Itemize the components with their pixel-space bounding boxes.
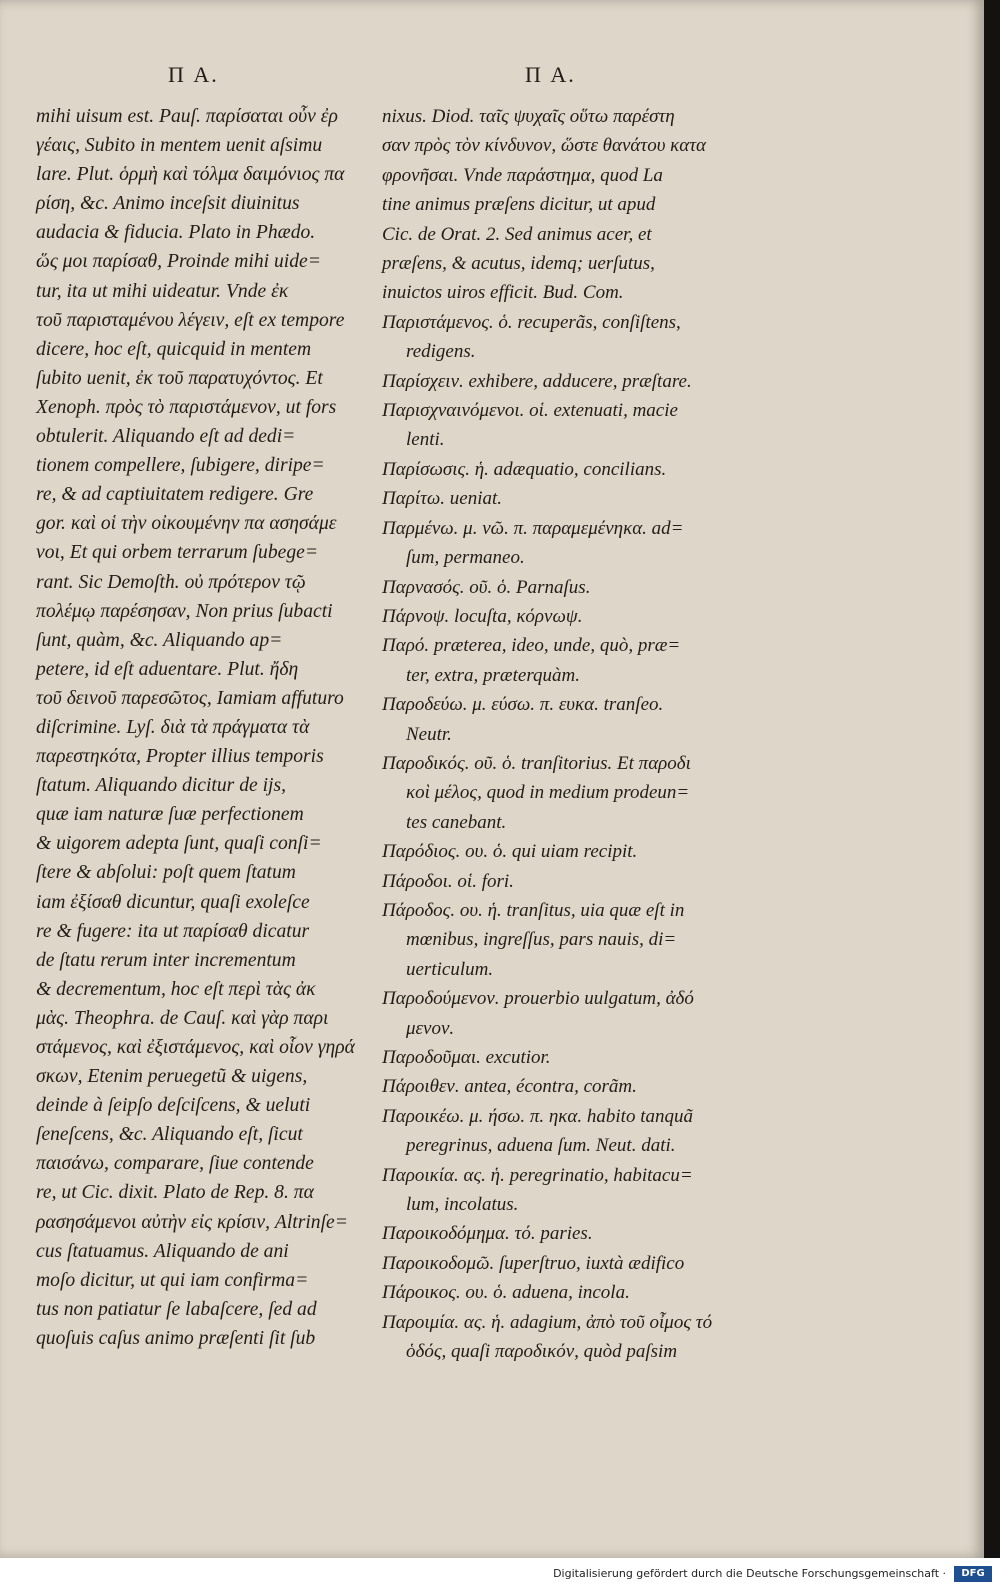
- running-head-left: Π A.: [168, 62, 219, 87]
- entry-line: σαν πρὸς τὸν κίνδυνον, ὥστε θανάτου κατα: [382, 135, 707, 157]
- text-line: tur, ita ut mihi uideatur. Vnde ἐκ: [36, 280, 289, 302]
- text-line: ſunt, quàm, &c. Aliquando ap=: [36, 629, 283, 651]
- entry-line: uerticulum.: [406, 958, 494, 980]
- text-line: ὥς μοι παρίσαθ, Proinde mihi uide=: [36, 251, 321, 273]
- entry-line: φρονῆσαι. Vnde παράστημα, quod La: [382, 164, 663, 186]
- entry-line: Cic. de Orat. 2. Sed animus acer, et: [382, 223, 652, 245]
- text-line: πολέμῳ παρέσησαν, Non prius ſubacti: [36, 600, 333, 622]
- entry-line: inuictos uiros efficit. Bud. Com.: [382, 282, 624, 304]
- text-line: παρεστηκότα, Propter illius temporis: [36, 746, 324, 768]
- entry-line: tine animus præſens dicitur, ut apud: [382, 194, 656, 216]
- entry-line: præſens, & acutus, idemq; uerſutus,: [382, 253, 655, 275]
- text-line: μὰς. Theophra. de Cauſ. καὶ γὰρ παρι: [36, 1007, 329, 1029]
- left-text-column: [36, 102, 372, 1353]
- text-line: lare. Plut. ὁρμὴ καὶ τόλμα δαιμόνιος πα: [36, 164, 345, 186]
- text-line: & decrementum, hoc eſt περὶ τὰς ἀκ: [36, 978, 316, 1000]
- entry-line: nixus. Diod. ταῖς ψυχαῖς οὕτω παρέστη: [382, 106, 675, 127]
- entry-line: ὁδός, quaſi παροδικόν, quòd paſsim: [406, 1341, 678, 1363]
- text-line: diſcrimine. Lyſ. διὰ τὰ πράγματα τὰ: [36, 716, 310, 738]
- text-line: quæ iam naturæ ſuæ perfectionem: [36, 804, 304, 826]
- text-line: deinde à ſeipſo deſciſcens, & ueluti: [36, 1095, 311, 1117]
- entry-line: Παρμένω. μ. νῶ. π. παραμεμένηκα. ad=: [382, 517, 684, 539]
- right-dictionary-column: [382, 102, 742, 1366]
- text-line: νοι, Et qui orbem terrarum ſubege=: [36, 542, 319, 564]
- text-line: obtulerit. Aliquando eſt ad dedi=: [36, 426, 296, 448]
- text-line: rant. Sic Demoſth. οὐ πρότερον τῷ: [36, 571, 306, 593]
- text-line: tus non patiatur ſe labaſcere, ſed ad: [36, 1298, 317, 1320]
- entry-line: Παροικία. ας. ἡ. peregrinatio, habitacu=: [382, 1164, 693, 1186]
- text-line: moſo dicitur, ut qui iam confirma=: [36, 1269, 309, 1291]
- entry-line: tes canebant.: [406, 811, 507, 833]
- text-line: tionem compellere, ſubigere, diripe=: [36, 455, 325, 477]
- text-line: mihi uisum est. Pauſ. παρίσαται οὖν ἐρ: [36, 106, 338, 127]
- dfg-logo: DFG: [954, 1566, 992, 1582]
- text-line: quoſuis caſus animo præſenti ſit ſub: [36, 1327, 316, 1349]
- entry-line: Παρό. præterea, ideo, unde, quò, præ=: [382, 635, 681, 657]
- text-line: παισάνω, comparare, ſiue contende: [36, 1153, 314, 1175]
- entry-line: Παρνασός. οῦ. ὁ. Parnaſus.: [382, 576, 591, 598]
- entry-line: Παροικοδομῶ. ſuperſtruo, iuxtà ædifico: [382, 1252, 685, 1274]
- text-line: re & fugere: ita ut παρίσαθ dicatur: [36, 920, 310, 942]
- entry-line: Παρίσωσις. ἡ. adæquatio, concilians.: [382, 458, 667, 480]
- text-line: & uigorem adepta ſunt, quaſi conſi=: [36, 833, 322, 855]
- entry-line: Παρισχναινόμενοι. οἱ. extenuati, macie: [382, 400, 678, 422]
- entry-line: μενον.: [406, 1017, 455, 1039]
- text-line: στάμενος, καὶ ἐξιστάμενος, καὶ οἷον γηρά: [36, 1037, 355, 1058]
- text-line: re, & ad captiuitatem redigere. Gre: [36, 484, 314, 506]
- entry-line: Παροικέω. μ. ήσω. π. ηκα. habito tanquã: [382, 1105, 693, 1127]
- entry-line: Πάροικος. ου. ὁ. aduena, incola.: [382, 1282, 630, 1304]
- text-line: τοῦ παρισταμένου λέγειν, eſt ex tempore: [36, 309, 345, 331]
- entry-line: Παριστάμενος. ὁ. recuperãs, conſiſtens,: [382, 311, 681, 333]
- text-line: re, ut Cic. dixit. Plato de Rep. 8. πα: [36, 1182, 314, 1204]
- entry-line: peregrinus, aduena ſum. Neut. dati.: [406, 1135, 676, 1157]
- entry-line: κοὶ μέλος, quod in medium prodeun=: [406, 782, 690, 804]
- entry-line: Παρόδιος. ου. ὁ. qui uiam recipit.: [382, 841, 638, 863]
- entry-line: Παροικοδόμημα. τό. paries.: [382, 1223, 593, 1245]
- entry-line: ter, extra, præterquàm.: [406, 664, 580, 686]
- entry-line: ſum, permaneo.: [406, 547, 525, 569]
- text-line: gor. καὶ οἱ τὴν οἰκουμένην πα ασησάμε: [36, 513, 337, 535]
- text-line: τοῦ δεινοῦ παρεσῶτος, Iamiam affuturo: [36, 687, 344, 709]
- entry-line: Παροδεύω. μ. εύσω. π. ευκα. tranſeo.: [382, 694, 664, 716]
- entry-line: redigens.: [406, 341, 476, 363]
- footer-bar: [0, 1558, 1000, 1592]
- entry-line: Παροδούμενον. prouerbio uulgatum, ἀδό: [382, 988, 694, 1010]
- text-line: σκων, Etenim peruegetũ & uigens,: [36, 1066, 308, 1088]
- entry-line: Πάρνοψ. locuſta, κόρνωψ.: [382, 605, 583, 627]
- text-line: petere, id eſt aduentare. Plut. ἤδη: [36, 658, 299, 680]
- entry-line: Παρίσχειν. exhibere, adducere, præſtare.: [382, 370, 692, 392]
- text-line: audacia & fiducia. Plato in Phædo.: [36, 222, 316, 244]
- footer-credit: Digitalisierung gefördert durch die Deutsche Forschungsgemeinschaft ·: [553, 1567, 946, 1580]
- running-head-right: Π A.: [525, 62, 576, 87]
- entry-line: Παροδοῦμαι. excutior.: [382, 1047, 551, 1068]
- entry-line: Παροδικός. οῦ. ὁ. tranſitorius. Et παροδι: [382, 752, 691, 774]
- text-line: iam ἐξίσαθ dicuntur, quaſi exoleſce: [36, 891, 310, 913]
- entry-line: mœnibus, ingreſſus, pars nauis, di=: [406, 929, 677, 951]
- entry-line: Neutr.: [406, 723, 452, 745]
- text-line: de ſtatu rerum inter incrementum: [36, 949, 296, 971]
- text-line: ſtatum. Aliquando dicitur de ijs,: [36, 775, 287, 797]
- entry-line: Παρίτω. ueniat.: [382, 488, 503, 510]
- text-line: ſubito uenit, ἐκ τοῦ παρατυχόντος. Et: [36, 367, 323, 389]
- text-line: dicere, hoc eſt, quicquid in mentem: [36, 338, 312, 360]
- text-line: cus ſtatuamus. Aliquando de ani: [36, 1240, 289, 1262]
- text-line: ρίση, &c. Animo inceſsit diuinitus: [36, 193, 300, 215]
- text-line: Xenoph. πρὸς τὸ παριστάμενον, ut fors: [36, 396, 337, 418]
- entry-line: Πάροιθεν. antea, écontra, corãm.: [382, 1076, 637, 1098]
- entry-line: lenti.: [406, 429, 445, 451]
- text-line: ρασησάμενοι αὐτὴν εἰς κρίσιν, Altrinſe=: [36, 1211, 348, 1233]
- text-line: ſtere & abſolui: poſt quem ſtatum: [36, 862, 296, 884]
- entry-line: Πάροδοι. οἱ. fori.: [382, 870, 514, 892]
- text-line: ſeneſcens, &c. Aliquando eſt, ſicut: [36, 1124, 303, 1146]
- entry-line: Παροιμία. ας. ἡ. adagium, ἀπὸ τοῦ οἶμος τό: [382, 1311, 713, 1333]
- entry-line: Πάροδος. ου. ἡ. tranſitus, uia quæ eſt in: [382, 899, 685, 921]
- text-line: γέαις, Subito in mentem uenit aſsimu: [36, 135, 323, 157]
- book-edge: [984, 0, 1000, 1558]
- entry-line: lum, incolatus.: [406, 1194, 519, 1216]
